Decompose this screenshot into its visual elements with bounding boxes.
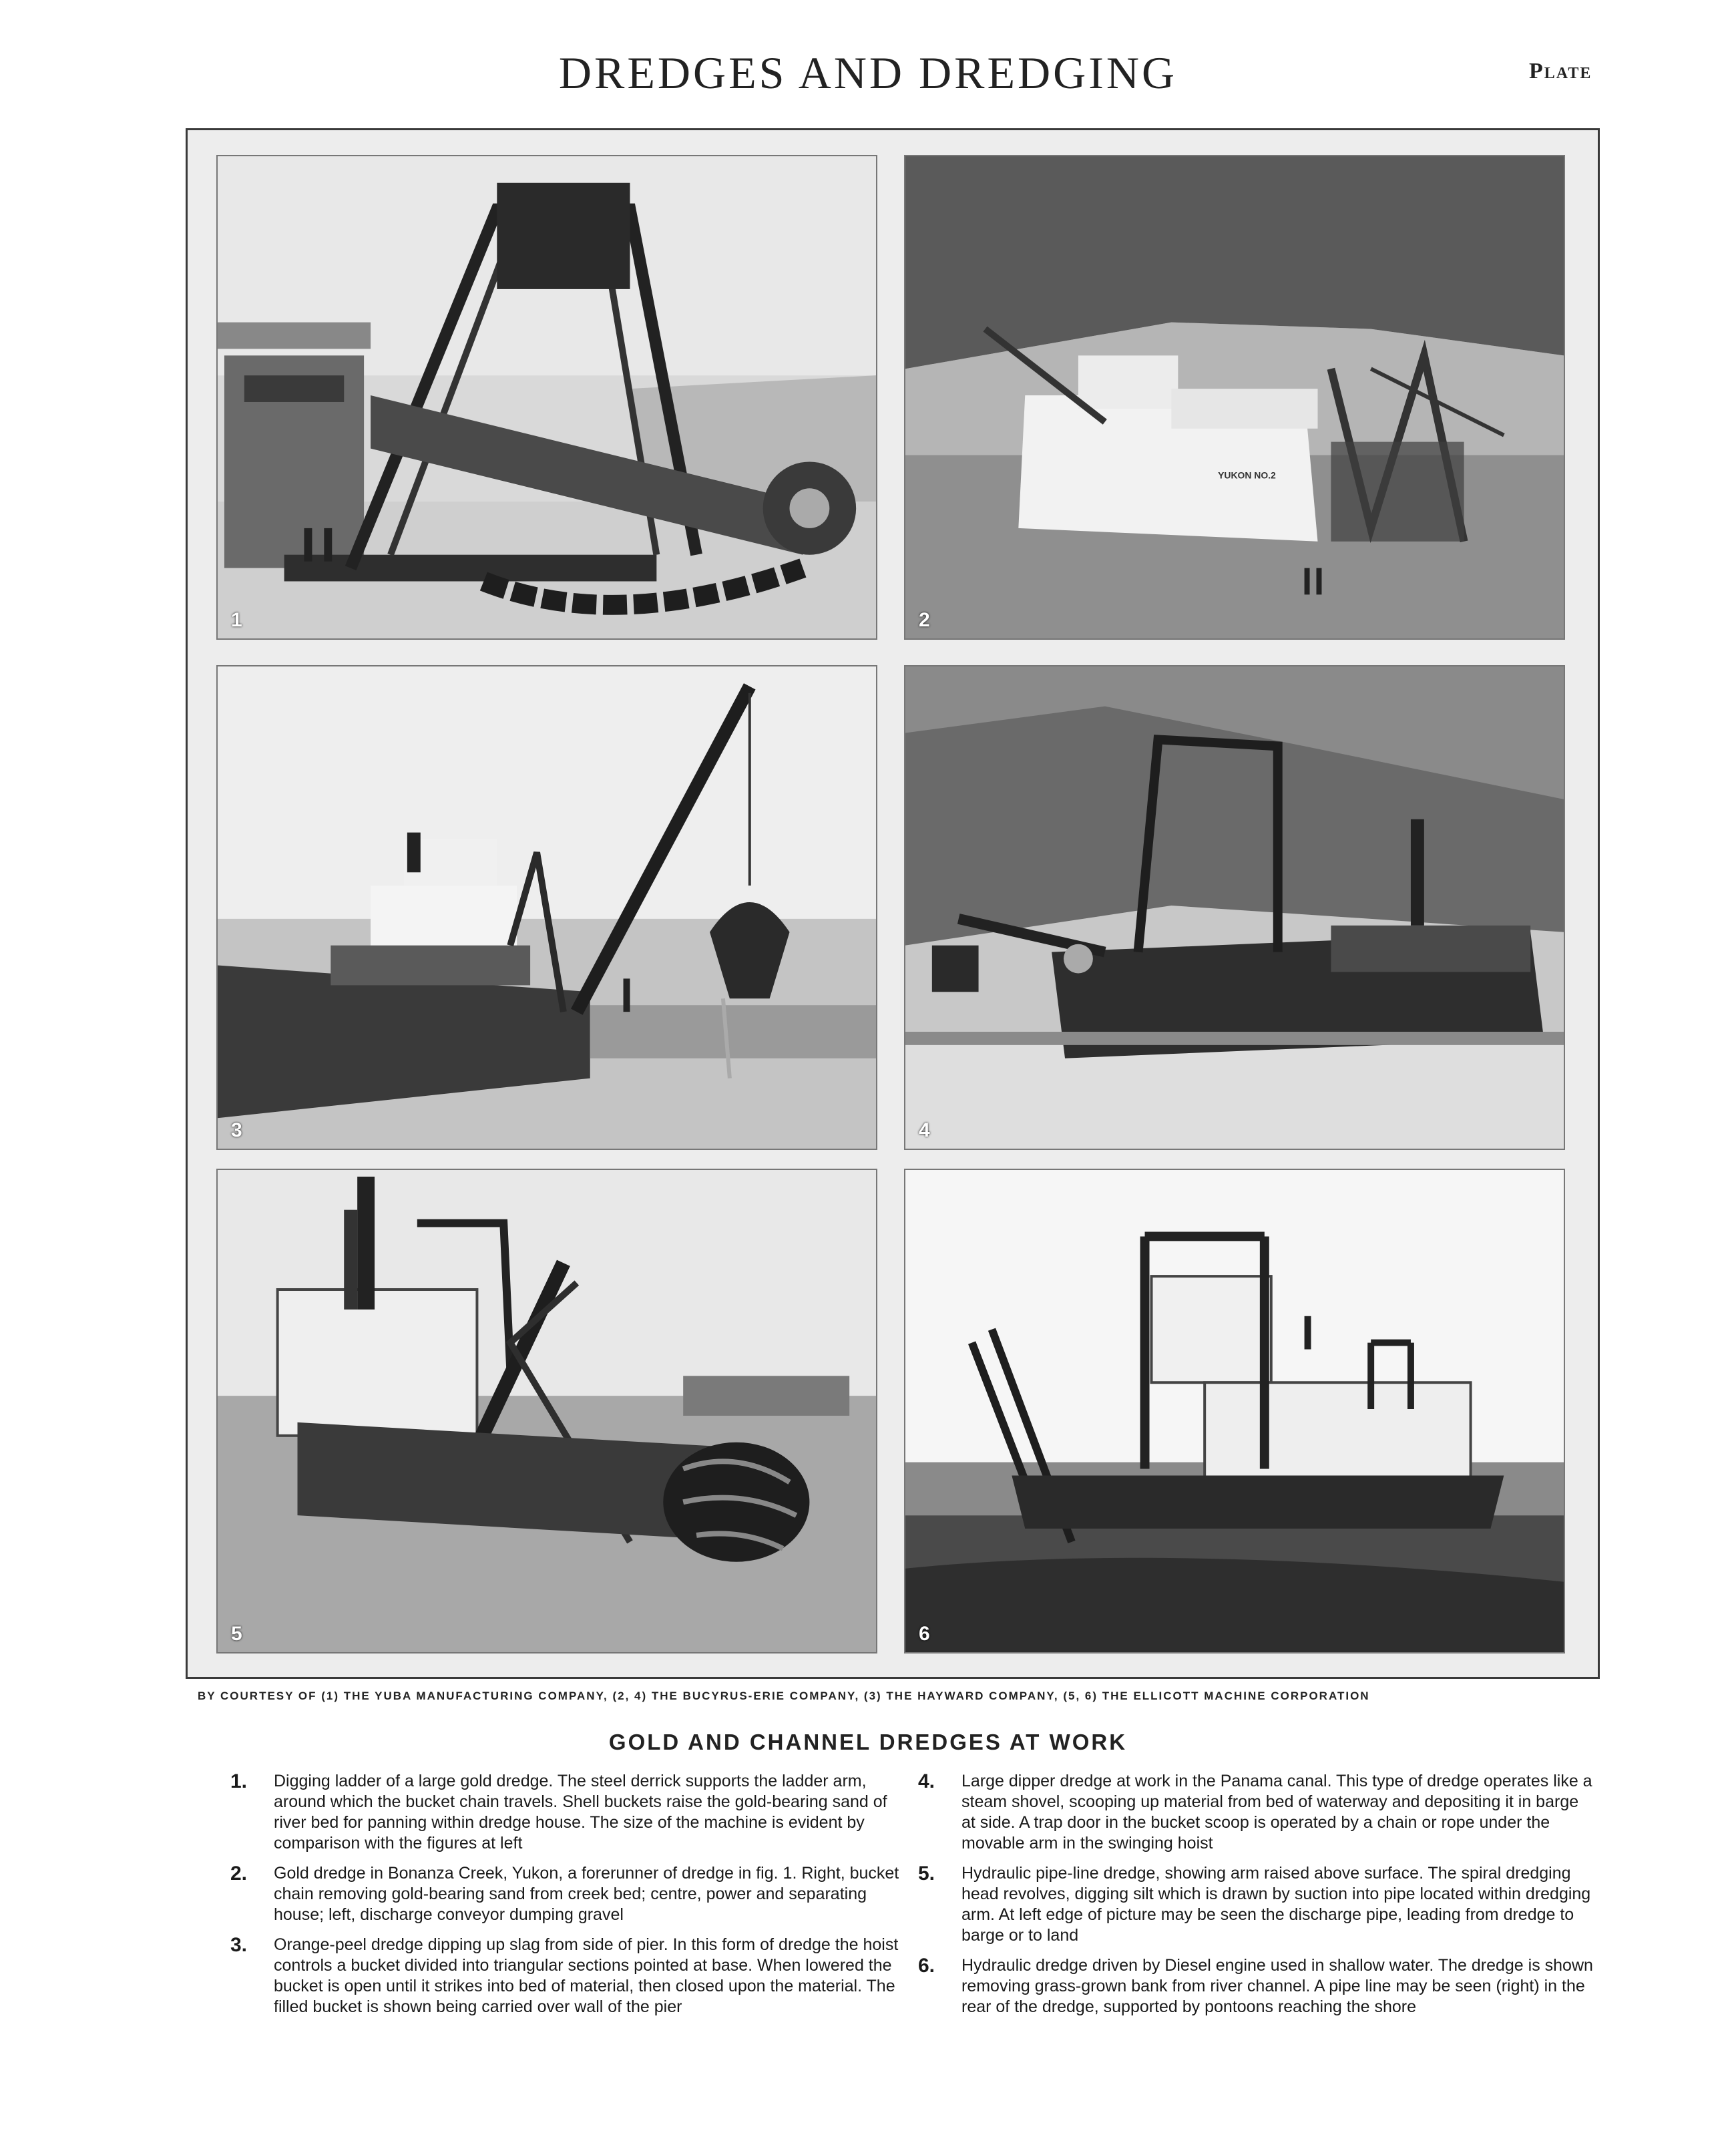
caption-text: Orange-peel dredge dipping up slag from side of pier. In this form of dredge the hoist controls a bucket divided into triangular sections pointed at base. When lowered the bucket is open until it strikes into bed of material, then closed upon the material. The filled bucket is shown being carried over wall of the pier — [274, 1935, 899, 2016]
photo-number: 1 — [231, 609, 242, 631]
gold-dredge-illustration — [218, 156, 876, 638]
caption-text: Digging ladder of a large gold dredge. The steel derrick supports the ladder arm, around which the bucket chain travels. Shell buckets raise the gold-bearing sand of river bed for panning within dredge house. The size of the machine is evident by comparison with the figures at left — [274, 1772, 887, 1852]
caption-4 — [908, 1771, 1596, 1854]
caption-text: Hydraulic pipe-line dredge, showing arm raised above surface. The spiral dredging head revolves, digging silt which is drawn by suction into pipe located within dredging arm. At left edge of picture may be seen the discharge pipe, leading from dredge to barge or to land — [961, 1864, 1591, 1945]
pipe-line-dredge-illustration — [218, 1170, 876, 1652]
caption-number: 1. — [230, 1770, 247, 1792]
photo-diesel-hydraulic-dredge — [904, 1169, 1565, 1653]
photo-number: 3 — [231, 1119, 242, 1141]
plate-label: Plate — [1529, 59, 1592, 83]
caption-1 — [220, 1771, 908, 1854]
caption-text: Hydraulic dredge driven by Diesel engine used in shallow water. The dredge is shown removing grass-grown bank from river channel. A pipe line may be seen (right) in the rear of the dredge, supported by pontoons reaching the shore — [961, 1956, 1593, 2016]
yukon-dredge-illustration — [905, 156, 1564, 638]
page-title: DREDGES AND DREDGING — [558, 47, 1178, 98]
captions-left-column — [220, 1771, 908, 2027]
photo-number: 2 — [919, 609, 930, 631]
caption-number: 2. — [230, 1863, 247, 1885]
diesel-dredge-illustration — [905, 1170, 1564, 1652]
caption-6 — [908, 1955, 1596, 2017]
photo-hydraulic-pipe-line-dredge — [216, 1169, 877, 1653]
caption-text: Large dipper dredge at work in the Panama canal. This type of dredge operates like a steam shovel, scooping up material from bed of waterway and depositing it in barge at side. A trap door in the bucket scoop is operated by a chain or rope under the movable arm in the swinging hoist — [961, 1772, 1592, 1852]
photo-dipper-dredge-panama — [904, 665, 1565, 1150]
orange-peel-dredge-illustration — [218, 666, 876, 1149]
photo-credit-line: BY COURTESY OF (1) THE YUBA MANUFACTURING COMPANY, (2, 4) THE BUCYRUS-ERIE COMPANY, (3) THE HAYWARD COMPANY, (5, 6) THE ELLICOTT MACHINE CORPORATION — [198, 1690, 1370, 1702]
photo-gold-dredge-digging-ladder — [216, 155, 877, 640]
caption-text: Gold dredge in Bonanza Creek, Yukon, a forerunner of dredge in fig. 1. Right, bucket chain removing gold-bearing sand from creek bed; centre, power and separating house; left, discharge conveyor dumping gravel — [274, 1864, 899, 1924]
caption-2 — [220, 1863, 908, 1925]
dipper-dredge-illustration — [905, 666, 1564, 1149]
photo-number: 5 — [231, 1623, 242, 1645]
captions-right-column — [908, 1771, 1596, 2027]
caption-number: 6. — [917, 1955, 935, 1977]
photo-number: 4 — [919, 1119, 930, 1141]
caption-3 — [220, 1935, 908, 2017]
plate-subtitle: GOLD AND CHANNEL DREDGES AT WORK — [608, 1730, 1128, 1754]
photo-yukon-dredge — [904, 155, 1565, 640]
photo-number: 6 — [919, 1623, 930, 1645]
dredge-sign-text: YUKON NO.2 — [1218, 469, 1276, 481]
caption-number: 3. — [230, 1934, 247, 1956]
caption-number: 5. — [917, 1863, 935, 1885]
photo-orange-peel-dredge — [216, 665, 877, 1150]
caption-number: 4. — [917, 1770, 935, 1792]
caption-5 — [908, 1863, 1596, 1946]
